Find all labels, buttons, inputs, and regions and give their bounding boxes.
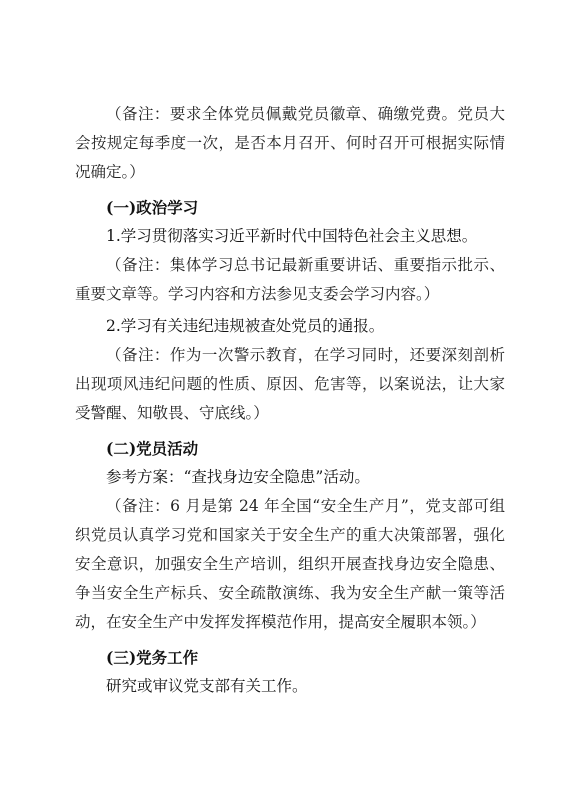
document-page: [75, 100, 505, 701]
section-heading-party-affairs: (三)党务工作: [106, 648, 199, 667]
political-study-item-1: 1.学习贯彻落实习近平新时代中国特色社会主义思想。: [106, 227, 478, 245]
intro-note: （备注：要求全体党员佩戴党员徽章、确缴党费。党员大会按规定每季度一次，是否本月召开、何时召开可根据实际情况确定。）: [75, 105, 505, 181]
section-heading-political-study: (一)政治学习: [106, 198, 199, 217]
political-study-note-2: （备注：作为一次警示教育，在学习同时，还要深刻剖析出现项风违纪问题的性质、原因、危害等，以案说法，让大家受警醒、知敬畏、守底线。）: [75, 346, 505, 422]
party-activity-note: （备注：6 月是第 24 年全国“安全生产月”，党支部可组织党员认真学习党和国家关于安全生产的重大决策部署，强化安全意识，加强安全生产培训，组织开展查找身边安全隐患、争当安全生产标兵、安全疏散演练、我为安全生产献一策等活动，在安全生产中发挥发挥模范作用，提高安全履职本领。）: [75, 497, 505, 631]
political-study-note-1: （备注：集体学习总书记最新重要讲话、重要指示批示、重要文章等。学习内容和方法参见支委会学习内容。）: [75, 256, 505, 303]
political-study-item-2: 2.学习有关违纪违规被查处党员的通报。: [106, 317, 385, 335]
party-activity-plan: 参考方案：“查找身边安全隐患”活动。: [106, 468, 370, 486]
section-heading-party-activity: (二)党员活动: [106, 439, 199, 458]
party-affairs-item: 研究或审议党支部有关工作。: [106, 677, 308, 695]
